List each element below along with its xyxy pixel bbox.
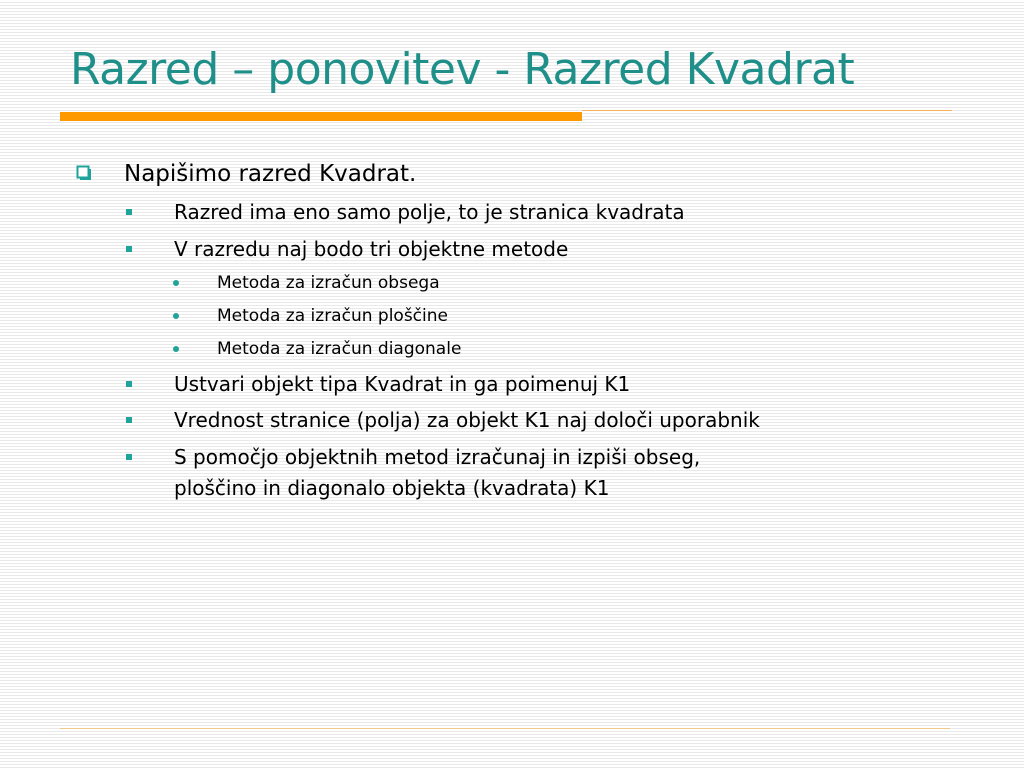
sub-sub-bullet bbox=[173, 303, 448, 329]
sub-bullet bbox=[126, 405, 760, 436]
sub-bullet bbox=[126, 369, 630, 400]
hollow-square-bullet-icon bbox=[76, 165, 92, 181]
round-bullet-icon bbox=[173, 280, 179, 286]
sub-bullet-text: Razred ima eno samo polje, to je stranica kvadrata bbox=[174, 200, 685, 224]
sub-bullet bbox=[126, 197, 685, 228]
round-bullet-icon bbox=[173, 346, 179, 352]
sub-bullet bbox=[126, 234, 568, 265]
sub-bullet-text-line-2: ploščino in diagonalo objekta (kvadrata) K1 bbox=[174, 476, 610, 500]
sub-sub-bullet-text: Metoda za izračun ploščine bbox=[217, 306, 448, 326]
sub-bullet-text-line-1: S pomočjo objektnih metod izračunaj in izpiši obseg, bbox=[174, 445, 701, 469]
sub-bullet-text: Ustvari objekt tipa Kvadrat in ga poimenuj K1 bbox=[174, 372, 631, 396]
square-bullet-icon bbox=[126, 381, 132, 387]
sub-bullet bbox=[126, 442, 700, 504]
square-bullet-icon bbox=[126, 417, 132, 423]
bullet-text: Napišimo razred Kvadrat. bbox=[124, 161, 417, 187]
sub-bullet-text: Vrednost stranice (polja) za objekt K1 naj določi uporabnik bbox=[174, 408, 760, 432]
square-bullet-icon bbox=[126, 209, 132, 215]
slide-title: Razred – ponovitev - Razred Kvadrat bbox=[70, 44, 855, 95]
footer-rule bbox=[60, 728, 950, 729]
square-bullet-icon bbox=[126, 246, 132, 252]
round-bullet-icon bbox=[173, 313, 179, 319]
sub-sub-bullet-text: Metoda za izračun diagonale bbox=[217, 339, 462, 359]
square-bullet-icon bbox=[126, 454, 132, 460]
sub-bullet-text: V razredu naj bodo tri objektne metode bbox=[174, 237, 569, 261]
sub-sub-bullet-text: Metoda za izračun obsega bbox=[217, 273, 440, 293]
sub-sub-bullet bbox=[173, 270, 440, 296]
sub-sub-bullet bbox=[173, 336, 461, 362]
sub-bullet-text bbox=[174, 442, 700, 504]
bullet-level-1 bbox=[76, 158, 416, 190]
